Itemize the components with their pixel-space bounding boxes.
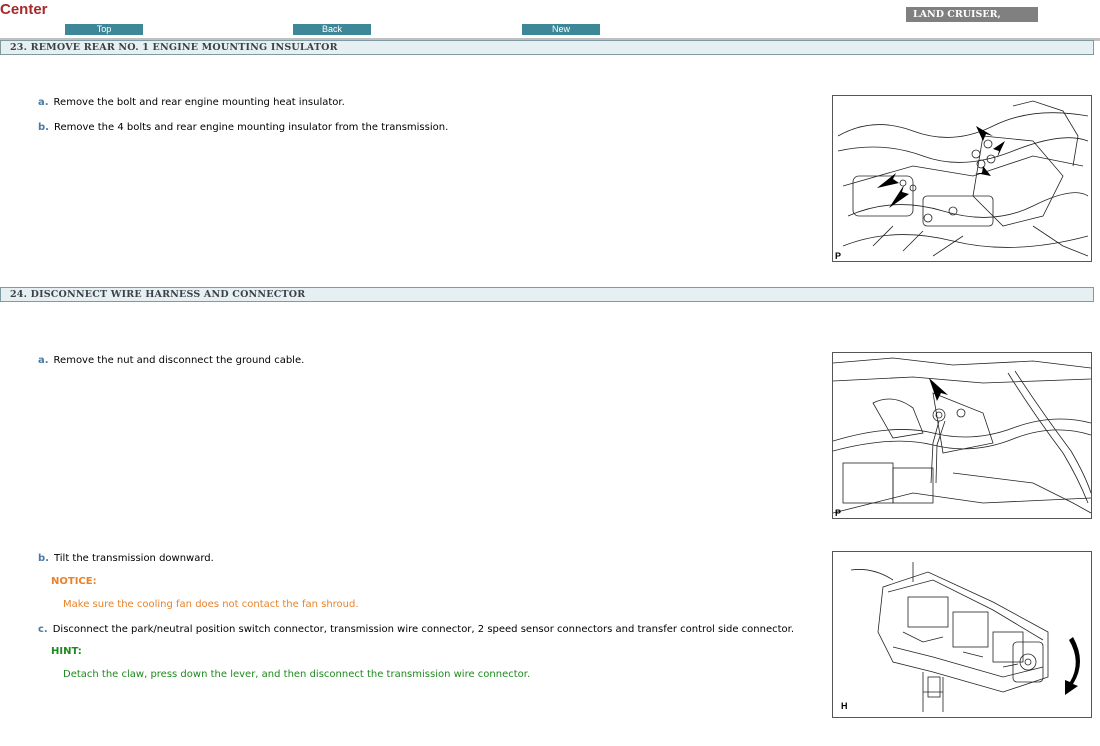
figure-code: P: [835, 251, 842, 261]
step-letter: a.: [38, 355, 49, 366]
step-text: Remove the nut and disconnect the ground cable.: [53, 355, 305, 366]
step-24a: [38, 355, 304, 366]
notice-title: NOTICE:: [51, 576, 97, 587]
figure-code: H: [841, 701, 848, 711]
top-button[interactable]: Top: [65, 24, 143, 35]
step-letter: b.: [38, 122, 49, 133]
hint-text: Detach the claw, press down the lever, and then disconnect the transmission wire connector.: [63, 669, 531, 680]
app-title: Center: [0, 1, 48, 18]
hint-title: HINT:: [51, 646, 82, 657]
section-header-24: 24. DISCONNECT WIRE HARNESS AND CONNECTOR: [0, 287, 1094, 302]
step-23a: [38, 97, 345, 108]
step-23b: [38, 122, 448, 133]
notice-text: Make sure the cooling fan does not contact the fan shroud.: [63, 599, 359, 610]
back-button[interactable]: Back: [293, 24, 371, 35]
step-text: Tilt the transmission downward.: [53, 553, 214, 564]
section-header-23: 23. REMOVE REAR NO. 1 ENGINE MOUNTING INSULATOR: [0, 40, 1094, 55]
new-button[interactable]: New: [522, 24, 600, 35]
step-text: Remove the bolt and rear engine mounting heat insulator.: [53, 97, 345, 108]
step-letter: a.: [38, 97, 49, 108]
step-letter: c.: [38, 624, 48, 635]
step-24c: [38, 624, 794, 635]
figure-code: P: [835, 508, 842, 518]
transmission-tilt-illustration-icon: [832, 551, 1092, 718]
step-text: Disconnect the park/neutral position switch connector, transmission wire connector, 2 speed sensor connectors and transfer control side connector.: [52, 624, 795, 635]
step-24b: [38, 553, 214, 564]
model-badge: LAND CRUISER,: [906, 7, 1038, 22]
step-text: Remove the 4 bolts and rear engine mounting insulator from the transmission.: [53, 122, 449, 133]
step-letter: b.: [38, 553, 49, 564]
engine-mount-illustration-icon: [832, 95, 1092, 262]
ground-cable-illustration-icon: [832, 352, 1092, 519]
